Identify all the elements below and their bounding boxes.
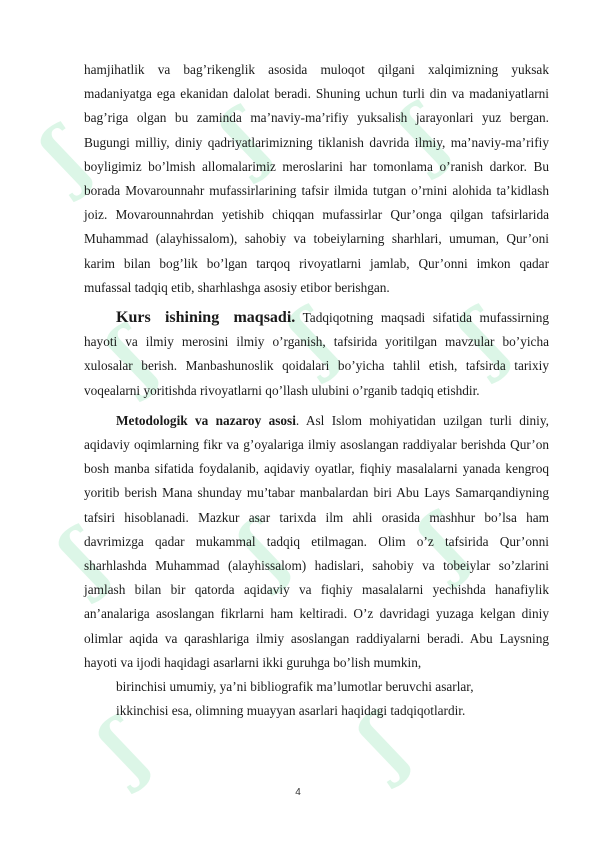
list-item: ikkinchisi esa, olimning muayyan asarlari haqidagi tadqiqotlardir.: [116, 703, 466, 719]
section-heading: Metodologik va nazaroy asosi: [116, 412, 296, 428]
watermark-glyph: ʃ: [445, 293, 520, 384]
watermark-glyph: ʃ: [405, 498, 480, 589]
page-number: 4: [295, 787, 301, 798]
methodology-paragraph: [84, 409, 549, 675]
watermark-glyph: ʃ: [225, 505, 300, 596]
body-paragraph: hamjihatlik va bag’rikenglik asosida muloqot qilgani xalqimizning yuksak madaniyatga ega ekanidan dalolat beradi. Shuning uchun turli din va madaniyatlarni bag’riga olgan bu zaminda ma’naviy-ma’rifiy yuksalish jarayonlari yuz bergan. Bugungi milliy, diniy qadriyatlarimizning tiklanish davrida ilmiy, ma’naviy-ma’rifiy boyligimiz bo’lmish allomalarimiz meroslarini har tomonlama o’ranish darkor. Bu borada Movarounnahr mufassirlarining tafsir ilmida tutgan o’rnini alohida ta’kidlash joiz. Movarounnahrdan yetishib chiqqan mufassirlar Qur’onga qilgan tafsirlarida Muhammad (alayhissalom), sahobiy va tobeiylarning sharhlari, umuman, Qur’oni karim bilan bog’lik bo’lgan tarqoq rivoyatlarni jamlab, Qur’onni imkon qadar mufassal tadqiq etib, sharhlashga asosiy etibor berishgan.: [84, 62, 549, 295]
list-item: birinchisi umumiy, ya’ni bibliografik ma’lumotlar beruvchi asarlar,: [116, 679, 474, 695]
watermark-glyph: ʃ: [385, 89, 460, 180]
section-text: Tadqiqotning maqsadi sifatida mufassirning hayoti va ilmiy merosini ilmiy o’rganish, tafsirida yoritilgan mavzular bo’yicha xulosalar berish. Manbashunoslik qoidalari bo’yicha tahlil etish, tafsirda tarixiy voqealarni yoritishda rivoyatlarni qo’llash ulubini o’rganib tadqiq etishdir.: [84, 310, 549, 398]
watermark-glyph: ʃ: [93, 311, 168, 402]
watermark-glyph: ʃ: [27, 111, 102, 202]
watermark-glyph: ʃ: [207, 93, 282, 184]
section-text: . Asl Islom mohiyatidan uzilgan turli diniy, aqidaviy oqimlarning fikr va g’oyalariga ilmiy asoslangan raddiyalar berishda Qur’on bosh manba sifatida foydalanib, aqidaviy oyatlar, fiqhiy masalalarni yanada kengroq yoritib berish Mana shunday mu’tabar manbalardan biri Abu Lays Samarqandiyning tafsiri hisoblanadi. Mazkur asar tarixda ilm ahli orasida mashhur bo’lsa ham davrimizga qadar mukammal tadqiq etilmagan. Olim o’z tafsirida Qur’onni sharhlashda Muhammad (alayhissalom) hadislari, sahobiy va tobeiylar so’zlarini jamlash bilan bir qatorda aqidaviy va fiqhiy masalalarni yechishda hanafiylik an’analariga asoslangan fikrlarni ham keltiradi. O’z davridagi yuzaga kelgan diniy olimlar aqida va qarashlariga ilmiy asoslangan raddiyalarni beradi. Abu Laysning hayoti va ijodi haqidagi asarlarni ikki guruhga bo’lish mumkin,: [84, 412, 549, 670]
watermark-glyph: ʃ: [85, 703, 160, 794]
watermark-glyph: ʃ: [275, 293, 350, 384]
course-goal-paragraph: [84, 306, 549, 403]
document-body: [84, 58, 549, 723]
watermark-glyph: ʃ: [345, 698, 420, 789]
watermark-glyph: ʃ: [45, 513, 120, 604]
section-heading: Kurs ishining maqsadi.: [116, 309, 296, 327]
